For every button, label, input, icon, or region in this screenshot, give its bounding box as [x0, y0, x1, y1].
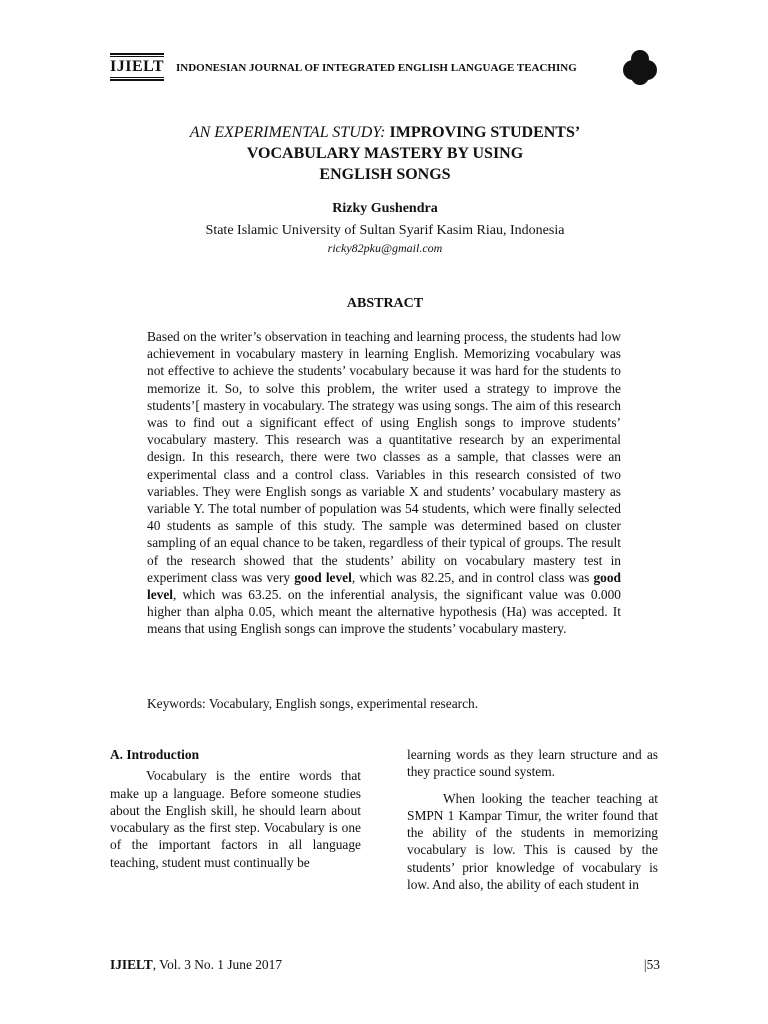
abstract-bold-1: good level — [294, 569, 352, 585]
abstract-body — [147, 328, 621, 638]
footer-citation — [110, 957, 282, 972]
author-affiliation: State Islamic University of Sultan Syarif Kasim Riau, Indonesia — [205, 223, 565, 238]
title-line1-rest: IMPROVING STUDENTS’ — [385, 124, 581, 141]
footer-volume-info: , Vol. 3 No. 1 June 2017 — [152, 957, 283, 972]
article-title — [110, 122, 660, 185]
page-footer — [110, 957, 660, 973]
logo-bottom-rule — [110, 79, 164, 81]
abstract-text-1: Based on the writer’s observation in teaching and learning process, the students had low achievement in vocabulary mastery in learning English. Memorizing vocabulary was not effective to achieve the students’ vocabulary because it was hard for the students to memorize it. So, to solve this problem, the writer used a strategy to improve the students’[ mastery in vocabulary. The strategy was using songs. The aim of this research was to find out a significant effect of using English songs to improve students’ vocabulary mastery. This research was a quantitative research by an experimental design. In this research, there were two classes as a sample, that classes were an experimental class and a control class. Variables in this research consisted of two variables. They were English songs as variable X and students’ vocabulary mastery as variable Y. The total number of population was 54 students, which were finally selected 40 students as sample of this study. The sample was determined based on cluster sampling of an equal chance to be taken, regardless of their typical of groups. The result of the research showed that the students’ ability on vocabulary mastery test in experiment class was very — [147, 329, 621, 585]
abstract-heading: ABSTRACT — [346, 296, 424, 311]
abstract-text-3: , which was 63.25. on the inferential analysis, the significant value was 0.000 higher than alpha 0.05, which meant the alternative hypothesis (Ha) was accepted. It means that using English songs can improve the students’ vocabulary mastery. — [147, 587, 621, 637]
section-heading-introduction: A. Introduction — [110, 747, 200, 762]
intro-paragraph-right-2: When looking the teacher teaching at SMPN 1 Kampar Timur, the writer found that the ability of the students in memorizing vocabulary is low. This is caused by the students’ prior knowledge of vocabulary is low. And also, the ability of each student in — [407, 790, 658, 893]
author-email: ricky82pku@gmail.com — [327, 241, 443, 255]
page-number: |53 — [643, 957, 660, 972]
footer-journal-abbr: IJIELT — [110, 957, 153, 972]
title-italic: AN EXPERIMENTAL STUDY: — [189, 124, 386, 141]
left-column — [110, 746, 361, 871]
logo-top-rule — [110, 53, 164, 55]
abstract-bold-2: good level — [147, 569, 621, 603]
title-line-1 — [110, 122, 660, 143]
title-line-3: ENGLISH SONGS — [319, 166, 451, 183]
logo-top-rule-thin — [110, 56, 164, 57]
clover-icon — [620, 50, 660, 86]
keywords: Keywords: Vocabulary, English songs, experimental research. — [147, 696, 479, 711]
logo-text: IJIELT — [110, 58, 164, 75]
journal-header — [110, 48, 660, 88]
title-line-2: VOCABULARY MASTERY BY USING — [246, 145, 524, 162]
abstract-text-2: , which was 82.25, and in control class was — [351, 569, 594, 585]
journal-name: INDONESIAN JOURNAL OF INTEGRATED ENGLISH LANGUAGE TEACHING — [176, 62, 577, 74]
paragraph-gap — [407, 781, 658, 790]
intro-paragraph-left: Vocabulary is the entire words that make up a language. Before someone studies about the English skill, he should learn about vocabulary as the first step. Vocabulary is one of the important factors in all language teaching, student must continually be — [110, 768, 361, 870]
intro-paragraph-right-1: learning words as they learn structure and as they practice sound system. — [407, 747, 658, 780]
right-column — [407, 746, 658, 893]
author-name: Rizky Gushendra — [332, 201, 438, 216]
journal-logo — [110, 52, 164, 82]
logo-bottom-rule-thin — [110, 77, 164, 78]
